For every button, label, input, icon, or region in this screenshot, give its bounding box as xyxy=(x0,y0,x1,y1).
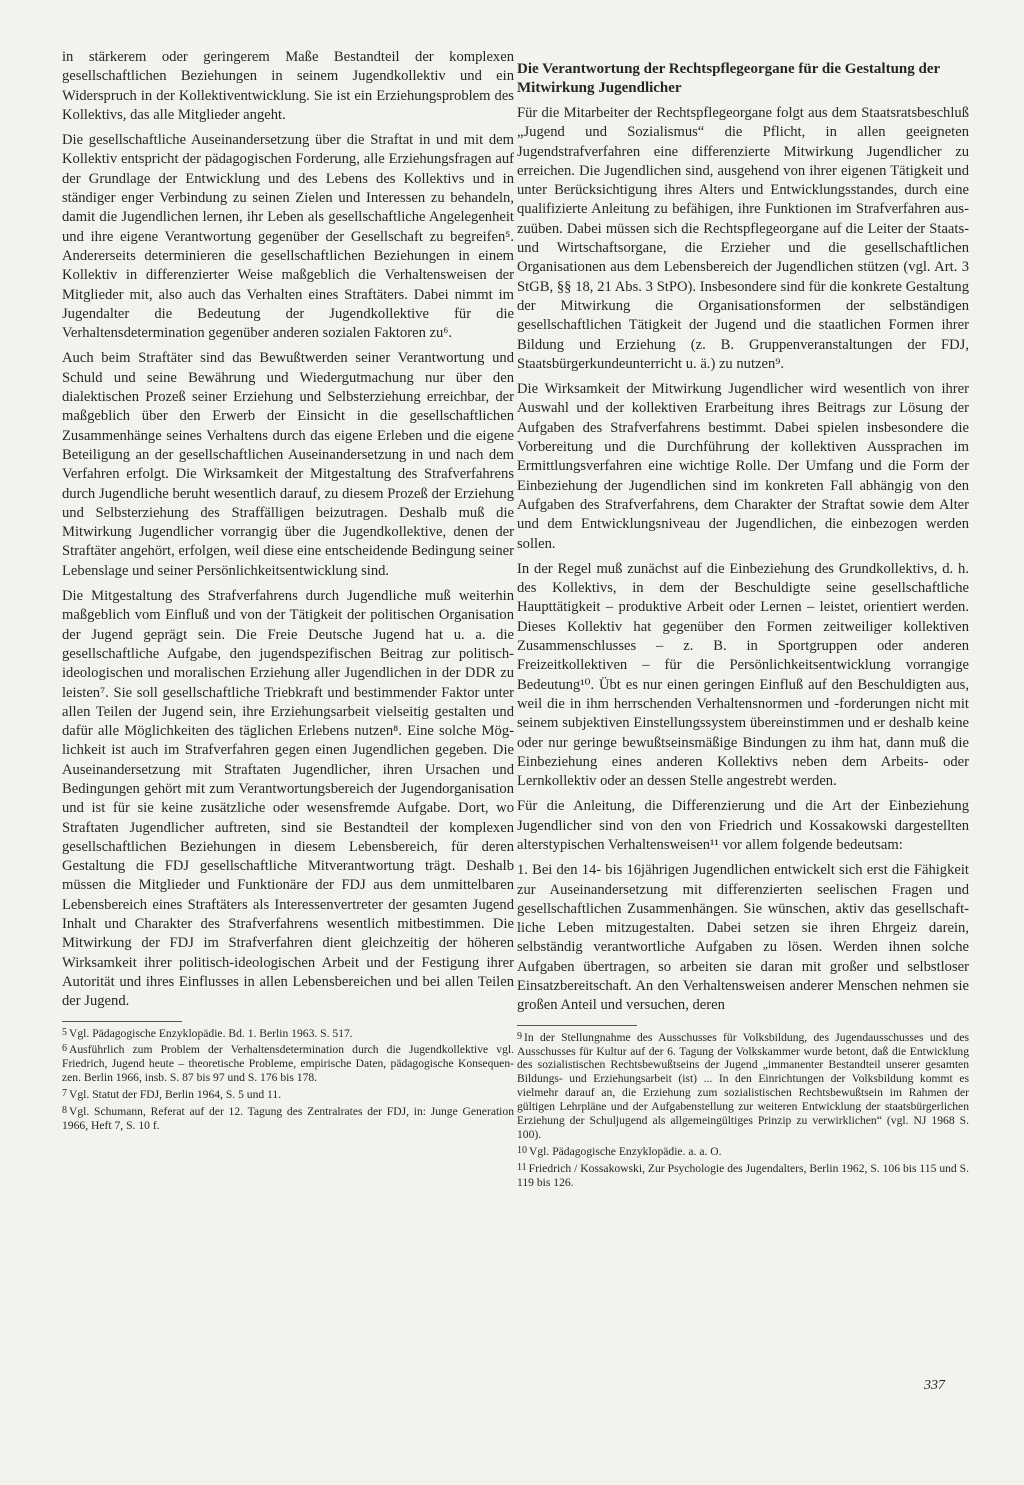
left-paragraph-3: Auch beim Straftäter sind das Bewußtwerden seiner Verantwortung und Schuld und seine Bewährung und Wiedergutmachung nur über den dialektischen Prozeß seiner Erziehung und Selbsterziehung erreichbar, der maßgeblich über den Erwerb der Einsicht in die gesellschaftlichen Zusammenhänge seines Verhaltens durch das eigene Erleben und die eigene Beteiligung an der gesellschaftlichen Auseinandersetzung in und nach dem Verfahren erfolgt. Die Wirksamkeit der Mitgestaltung des Strafverfahrens durch Jugendliche beruht wesentlich darauf, zu diesem Prozeß der Erziehung und Selbsterziehung des Straffälligen beizutragen. Deshalb muß die Mitwirkung Jugendlicher vorrangig über die Jugendkollektive, denen der Straftäter angehört, erfolgen, weil diese eine entscheidende Bedingung seiner Lebenslage und seiner Persönlichkeitsentwicklung sind. xyxy=(62,350,514,579)
footnote-9 xyxy=(517,1030,969,1142)
left-paragraph-4: Die Mitgestaltung des Strafverfahrens durch Jugendliche muß weiterhin maßgeblich vom Einfluß und von der Tätigkeit der politischen Organisation der Jugend geprägt sein. Die Freie Deutsche Jugend hat u. a. die gesellschaftliche Aufgabe, den jugendspezifischen Beitrag zur politisch-ideologischen und moralischen Erziehung aller Jugendlichen in der DDR zu leisten⁷. Sie soll gesellschaftliche Triebkraft und bestimmender Faktor unter allen Teilen der Jugend sein, ihre Erziehungsarbeit vielseitig gestalten und dafür alle Möglichkeiten des täglichen Erlebens nutzen⁸. Eine solche Möglichkeit ist auch im Strafverfahren gegen einen Jugendlichen gegeben. Die Auseinandersetzung mit Straftaten Jugendlicher, ihren Ursachen und Bedingungen gehört mit zum Verantwortungsbereich der Jugendorganisation und ist für sie keine zusätzliche oder wesensfremde Aufgabe. Dort, wo Straftaten Jugendlicher auftreten, sind sie Bestandteil der komplexen gesellschaftlichen Beziehungen in diesem Lebensbereich, für deren Gestaltung die FDJ gesellschaftliche Mitverantwortung trägt. Deshalb müssen die Mitglieder und Funktionäre der FDJ aus dem unmittelbaren Lebensbereich eines Straftäters als Interessenvertreter der gesamten Jugend Inhalt und Charakter des Strafverfahrens wesentlich mitbestimmen. Die Mitwirkung der FDJ im Strafverfahren dient gleichzeitig der höheren Wirksamkeit ihrer politisch-ideologischen Arbeit und der Festigung ihrer Autorität und ihres Einflusses in allen Lebensbereichen und bei allen Teilen der Jugend. xyxy=(62,588,514,1010)
footnote-number: 11 xyxy=(517,1161,527,1173)
footnote-5 xyxy=(62,1026,514,1041)
right-paragraph-2: Die Wirksamkeit der Mitwirkung Jugendlicher wird wesentlich von ihrer Auswahl und der kollektiven Erarbeitung ihres Beitrags zur Lösung der Aufgaben des Strafverfahrens bestimmt. Dabei spielen insbesondere die Vorbereitung und die Durchführung der kollektiven Aussprachen im Ermittlungsverfahren eine wichtige Rolle. Der Umfang und die Form der Einbeziehung der Jugendlichen sind im konkreten Fall abhängig von den Aufgaben des Strafverfahrens, dem Charakter der Straftat sowie dem Alter und dem Entwicklungsniveau der Jugendlichen, die einbezogen werden sollen. xyxy=(517,381,969,552)
right-paragraph-3: In der Regel muß zunächst auf die Einbeziehung des Grundkollektivs, d. h. des Kollektivs, in dem der Beschuldigte seine gesellschaftliche Haupttätigkeit – produktive Arbeit oder Lernen – leistet, orientiert werden. Dieses Kollektiv hat gegenüber den Formen zeitweiliger kollektiven Zusammenschlusses – z. B. in Sportgruppen oder anderen Freizeitkollektiven – für die Persönlichkeitsentwicklung vorrangige Bedeutung¹⁰. Übt es nur einen geringen Einfluß auf den Beschuldigten aus, weil die in ihm herrschenden Verhaltensnormen und -forderungen nicht mit seinem subjektiven Einstellungssystem übereinstimmen und er deshalb keine oder nur geringe bewußtseinsmäßige Bindungen zu ihm hat, dann muß die Einbeziehung eines anderen Kollektivs neben dem Arbeits- oder Lernkollektiv oder an dessen Stelle angestrebt werden. xyxy=(517,560,969,790)
footnote-10 xyxy=(517,1144,969,1159)
right-footnotes xyxy=(517,1030,969,1190)
footnote-text: Vgl. Statut der FDJ, Berlin 1964, S. 5 und 11. xyxy=(69,1088,282,1102)
footnote-6 xyxy=(62,1042,514,1085)
right-paragraph-1: Für die Mitarbeiter der Rechtspflegeorgane folgt aus dem Staatsratsbeschluß „Jugend und Sozialismus“ die Pflicht, in allen geeigneten Jugendstrafverfahren eine differenzierte Mitwirkung Jugendlicher zu erreichen. Die Jugendlichen sind, ausgehend von ihrer eigenen Tätigkeit und unter Berücksichtigung ihres Alters und Entwicklungsstandes, durch eine qualifizierte Anleitung zu befähigen, ihre Funktionen im Strafverfahren auszuüben. Dabei müssen sich die Rechtspflegeorgane auf die Leiter der Staats- und Wirtschaftsorgane, die Erzieher und die gesellschaftlichen Organisationen aus dem Lebensbereich der Jugendlichen stützen (vgl. Art. 3 StGB, §§ 18, 21 Abs. 3 StPO). Insbesondere sind für die konkrete Gestaltung der Mitwirkung die Organisationsformen der selbständigen gesellschaftlichen Tätigkeit der Jugend und die staatlichen Formen ihrer Bildung und Erziehung (z. B. Gruppenveranstaltungen der FDJ, Staatsbürgerkundeunterricht u. ä.) zu nutzen⁹. xyxy=(517,105,969,372)
right-paragraph-5: 1. Bei den 14- bis 16jährigen Jugendlichen entwickelt sich erst die Fähigkeit zur Auseinandersetzung mit differenzierten seelischen Fragen und gesellschaftlichen Zusammenhängen. Sie wünschen, aktiv das gesellschaftliche Leben mitzugestalten. Dabei setzen sie ihren Ehrgeiz darein, selbständig verantwortliche Aufgaben zu lösen. Werden ihnen solche Aufgaben übertragen, so arbeiten sie daran mit großer und selbstloser Einsatzbereitschaft. An den Verhaltensweisen anderer Menschen nehmen sie großen Anteil und versuchen, deren xyxy=(517,862,969,1014)
left-footnotes xyxy=(62,1026,514,1133)
footnote-text: Ausführlich zum Problem der Verhaltensdetermination durch die Jugendkollektive vgl. Friedrich, Jugend heute – theoretische Probleme, empirische Daten, pädagogische Konsequenzen. Berlin 1966, insb. S. 87 bis 97 und S. 176 bis 178. xyxy=(62,1043,514,1085)
footnote-number: 5 xyxy=(62,1026,67,1038)
footnote-divider xyxy=(62,1021,182,1022)
right-paragraph-4: Für die Anleitung, die Differenzierung und die Art der Einbeziehung Jugendlicher sind von den von Friedrich und Kossakowski dargestellten alterstypischen Verhaltensweisen¹¹ vor allem folgende bedeutsam: xyxy=(517,798,969,853)
footnote-number: 7 xyxy=(62,1088,67,1100)
right-column xyxy=(517,48,969,1192)
footnote-number: 10 xyxy=(517,1144,527,1156)
footnote-text: Vgl. Pädagogische Enzyklopädie. a. a. O. xyxy=(529,1144,722,1158)
footnote-number: 6 xyxy=(62,1043,67,1055)
footnote-number: 8 xyxy=(62,1105,67,1117)
footnote-text: In der Stellungnahme des Ausschusses für Volksbildung, des Jugendausschusses und des Ausschusses für Kultur auf der 6. Tagung der Volkskammer wurde betont, daß die Entwicklung des sozialistischen Rechtsbewußtseins der Jugend „immanenter Bestandteil unserer gesamten Bildungs- und Erziehungsarbeit (ist) ... In den Einrichtungen der Volksbildung kommt es vielmehr darauf an, die Erziehung zum sozialistischen Rechtsbewußtsein im Rahmen der gültigen Lehrpläne und der Aufgabenstellung zur weiteren Entwicklung der staatsbürgerlichen Erziehung der Schuljugend als allgemeingültiges Prinzip zu verwirklichen“ (vgl. NJ 1968 S. 100). xyxy=(517,1030,969,1141)
footnote-text: Friedrich / Kossakowski, Zur Psychologie des Jugendalters, Berlin 1962, S. 106 bis 115 und S. 119 bis 126. xyxy=(517,1161,969,1189)
footnote-divider xyxy=(517,1025,637,1026)
left-paragraph-1: in stärkerem oder geringerem Maße Bestandteil der komplexen gesellschaftlichen Beziehungen in seinem Jugendkollektiv und ein Widerspruch in der Kollektiventwicklung. Sie ist ein Erziehungsproblem des Kollektivs, das alle Mitglieder angeht. xyxy=(62,49,514,123)
footnote-number: 9 xyxy=(517,1030,522,1042)
left-paragraph-2: Die gesellschaftliche Auseinandersetzung über die Straftat in und mit dem Kollektiv entspricht der pädagogischen Forderung, alle Erziehungsfragen auf der Grundlage der Entwicklung und des Lebens des Kollektivs und in ständiger enger Verbindung zu seinen Zielen und Interessen zu behandeln, damit die Jugendlichen lernen, ihr Leben als gesellschaftliche Angelegenheit und ihre eigene Verantwortung gegenüber der Gesellschaft zu begreifen⁵. Andererseits determinieren die gesellschaftlichen Beziehungen in einem Kollektiv in differenzierter Weise maßgeblich die Verhaltensweisen der Mitglieder mit, also auch das Verhalten eines Straftäters. Dabei nimmt im Jugendalter die Bedeutung der Jugendkollektive für die Verhaltensdetermination gegenüber anderen sozialen Faktoren zu⁶. xyxy=(62,132,514,342)
footnote-11 xyxy=(517,1161,969,1190)
footnote-text: Vgl. Schumann, Referat auf der 12. Tagung des Zentralrates der FDJ, in: Junge Generation 1966, Heft 7, S. 10 f. xyxy=(62,1105,514,1132)
left-column xyxy=(62,48,514,1135)
footnote-7 xyxy=(62,1087,514,1102)
section-heading: Die Verantwortung der Rechtspflegeorgane für die Gestaltung der Mitwirkung Jugendlicher xyxy=(517,61,940,96)
footnote-8 xyxy=(62,1104,514,1133)
footnote-text: Vgl. Pädagogische Enzyklopädie. Bd. 1. Berlin 1963. S. 517. xyxy=(69,1026,353,1040)
page-number: 337 xyxy=(924,1378,945,1393)
